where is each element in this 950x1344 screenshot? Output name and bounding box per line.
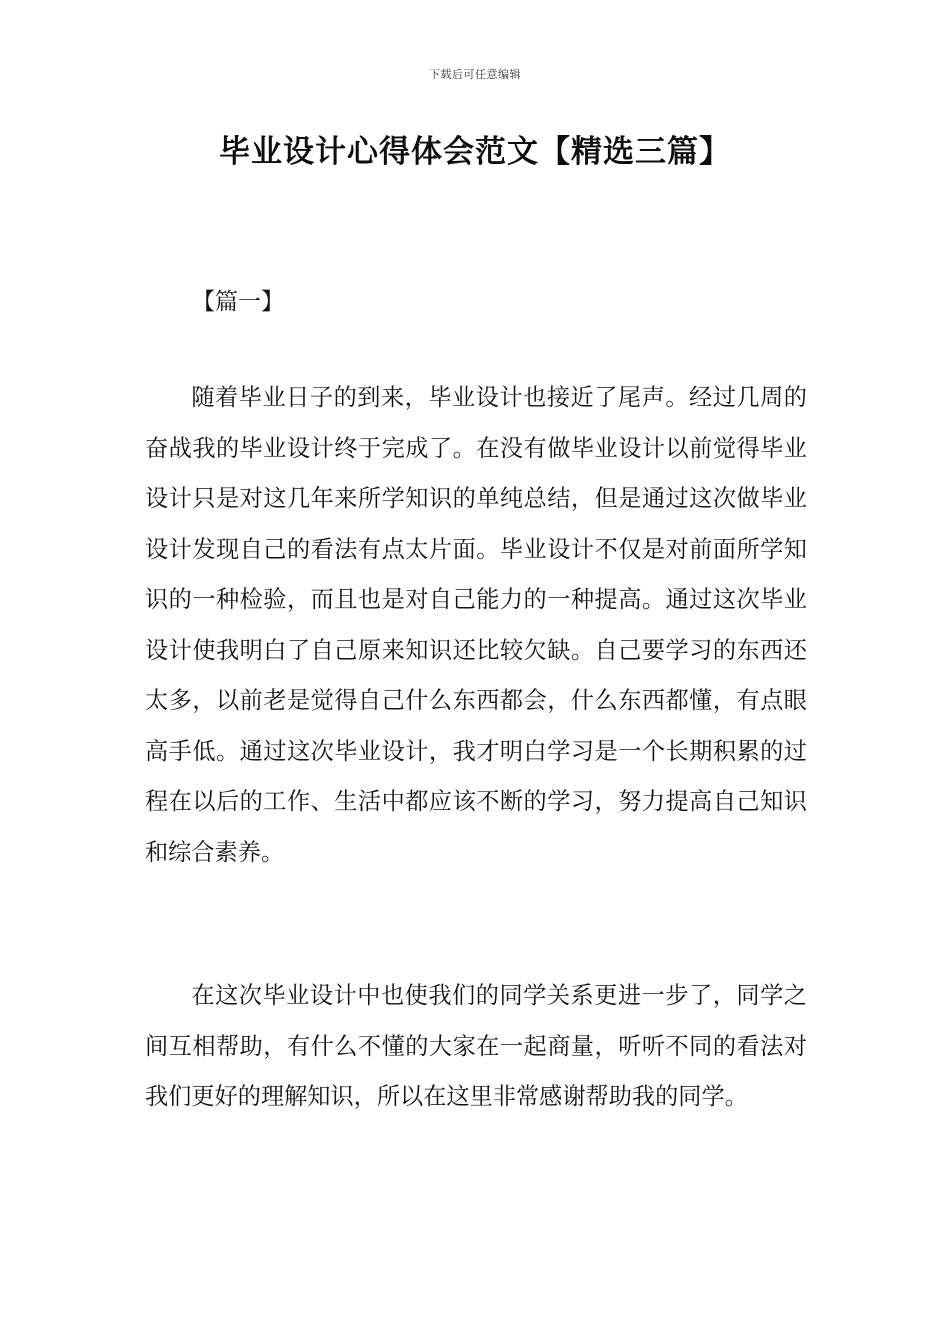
- body-paragraph-1: 随着毕业日子的到来，毕业设计也接近了尾声。经过几周的奋战我的毕业设计终于完成了。在没有做毕业设计以前觉得毕业设计只是对这几年来所学知识的单纯总结，但是通过这次做毕业设计发现自己的看法有点太片面。毕业设计不仅是对前面所学知识的一种检验，而且也是对自己能力的一种提高。通过这次毕业设计使我明白了自己原来知识还比较欠缺。自己要学习的东西还太多，以前老是觉得自己什么东西都会，什么东西都懂，有点眼高手低。通过这次毕业设计，我才明白学习是一个长期积累的过程在以后的工作、生活中都应该不断的学习，努力提高自己知识和综合素养。: [145, 384, 807, 866]
- header-note: 下载后可任意编辑: [429, 68, 521, 81]
- body-paragraph-2: 在这次毕业设计中也使我们的同学关系更进一步了，同学之间互相帮助，有什么不懂的大家在一起商量，听听不同的看法对我们更好的理解知识，所以在这里非常感谢帮助我的同学。: [145, 982, 807, 1110]
- section-label: 【篇一】: [192, 289, 284, 315]
- document-title: 毕业设计心得体会范文【精选三篇】: [219, 134, 731, 170]
